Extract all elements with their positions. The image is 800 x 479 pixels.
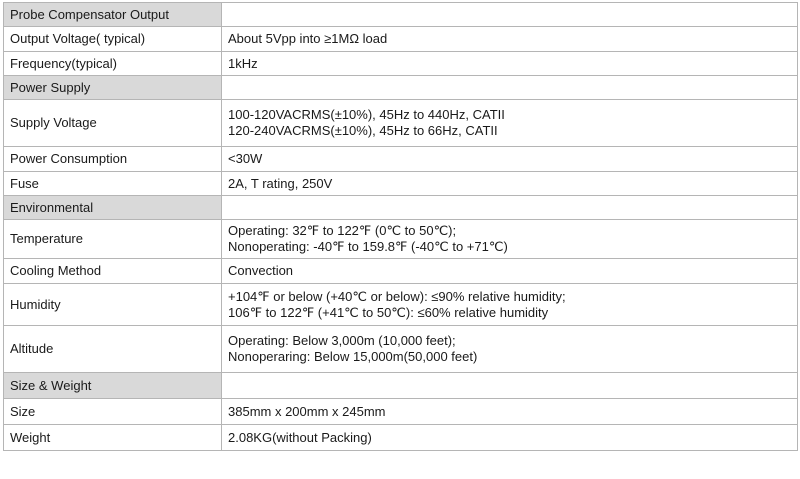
spec-value: [222, 284, 798, 326]
spec-label: Humidity: [4, 284, 222, 326]
table-row-output-voltage: [4, 27, 798, 52]
spec-value: [222, 259, 798, 284]
table-row-power-consumption: [4, 147, 798, 172]
spec-value-line: 2A, T rating, 250V: [228, 175, 333, 191]
spec-label: Temperature: [4, 220, 222, 259]
spec-value-line: +104℉ or below (+40℃ or below): ≤90% relative humidity;: [228, 288, 566, 304]
section-header-size-weight: [4, 373, 798, 399]
spec-value: [222, 326, 798, 373]
spec-value: [222, 52, 798, 76]
spec-value-line: Nonoperating: -40℉ to 159.8℉ (-40℃ to +71℃): [228, 239, 508, 254]
spec-value-line: About 5Vpp into ≥1MΩ load: [228, 31, 388, 46]
section-label: Size & Weight: [4, 373, 222, 399]
spec-label: Altitude: [4, 326, 222, 373]
spec-label: Size: [4, 399, 222, 425]
spec-value-line: 1kHz: [228, 55, 258, 71]
spec-label: Output Voltage( typical): [4, 27, 222, 52]
spec-value: [222, 220, 798, 259]
section-blank-cell: [222, 76, 798, 100]
specifications-table: [3, 2, 798, 451]
spec-value-line: Nonoperaring: Below 15,000m(50,000 feet): [228, 349, 478, 364]
spec-label: Fuse: [4, 172, 222, 196]
spec-value: [222, 425, 798, 451]
table-row-fuse: [4, 172, 798, 196]
spec-label: Frequency(typical): [4, 52, 222, 76]
spec-value: [222, 100, 798, 147]
section-header-environmental: [4, 196, 798, 220]
spec-value-line: 120-240VACRMS(±10%), 45Hz to 66Hz, CATII: [228, 123, 498, 138]
spec-value-line: Convection: [228, 263, 294, 278]
table-row-temperature: [4, 220, 798, 259]
table-row-humidity: [4, 284, 798, 326]
spec-value: [222, 27, 798, 52]
spec-value-line: Operating: Below 3,000m (10,000 feet);: [228, 333, 456, 348]
table-row-altitude: [4, 326, 798, 373]
spec-label: Power Consumption: [4, 147, 222, 172]
spec-value-line: Operating: 32℉ to 122℉ (0℃ to 50℃);: [228, 223, 457, 238]
spec-value: [222, 399, 798, 425]
section-label: Power Supply: [4, 76, 222, 100]
table-row-frequency: [4, 52, 798, 76]
spec-value-line: 100-120VACRMS(±10%), 45Hz to 440Hz, CATII: [228, 107, 505, 122]
section-label: Environmental: [4, 196, 222, 220]
section-header-probe-compensator-output: [4, 3, 798, 27]
section-header-power-supply: [4, 76, 798, 100]
spec-value-line: 385mm x 200mm x 245mm: [228, 403, 386, 419]
spec-label: Cooling Method: [4, 259, 222, 284]
table-row-size: [4, 399, 798, 425]
spec-value-line: <30W: [228, 151, 263, 166]
spec-value: [222, 172, 798, 196]
section-label: Probe Compensator Output: [4, 3, 222, 27]
table-row-weight: [4, 425, 798, 451]
spec-value-line: 106℉ to 122℉ (+41℃ to 50℃): ≤60% relative humidity: [228, 304, 549, 320]
spec-label: Supply Voltage: [4, 100, 222, 147]
section-blank-cell: [222, 373, 798, 399]
section-blank-cell: [222, 3, 798, 27]
table-row-supply-voltage: [4, 100, 798, 147]
spec-value: [222, 147, 798, 172]
spec-value-line: 2.08KG(without Packing): [228, 429, 372, 445]
spec-label: Weight: [4, 425, 222, 451]
table-row-cooling-method: [4, 259, 798, 284]
section-blank-cell: [222, 196, 798, 220]
